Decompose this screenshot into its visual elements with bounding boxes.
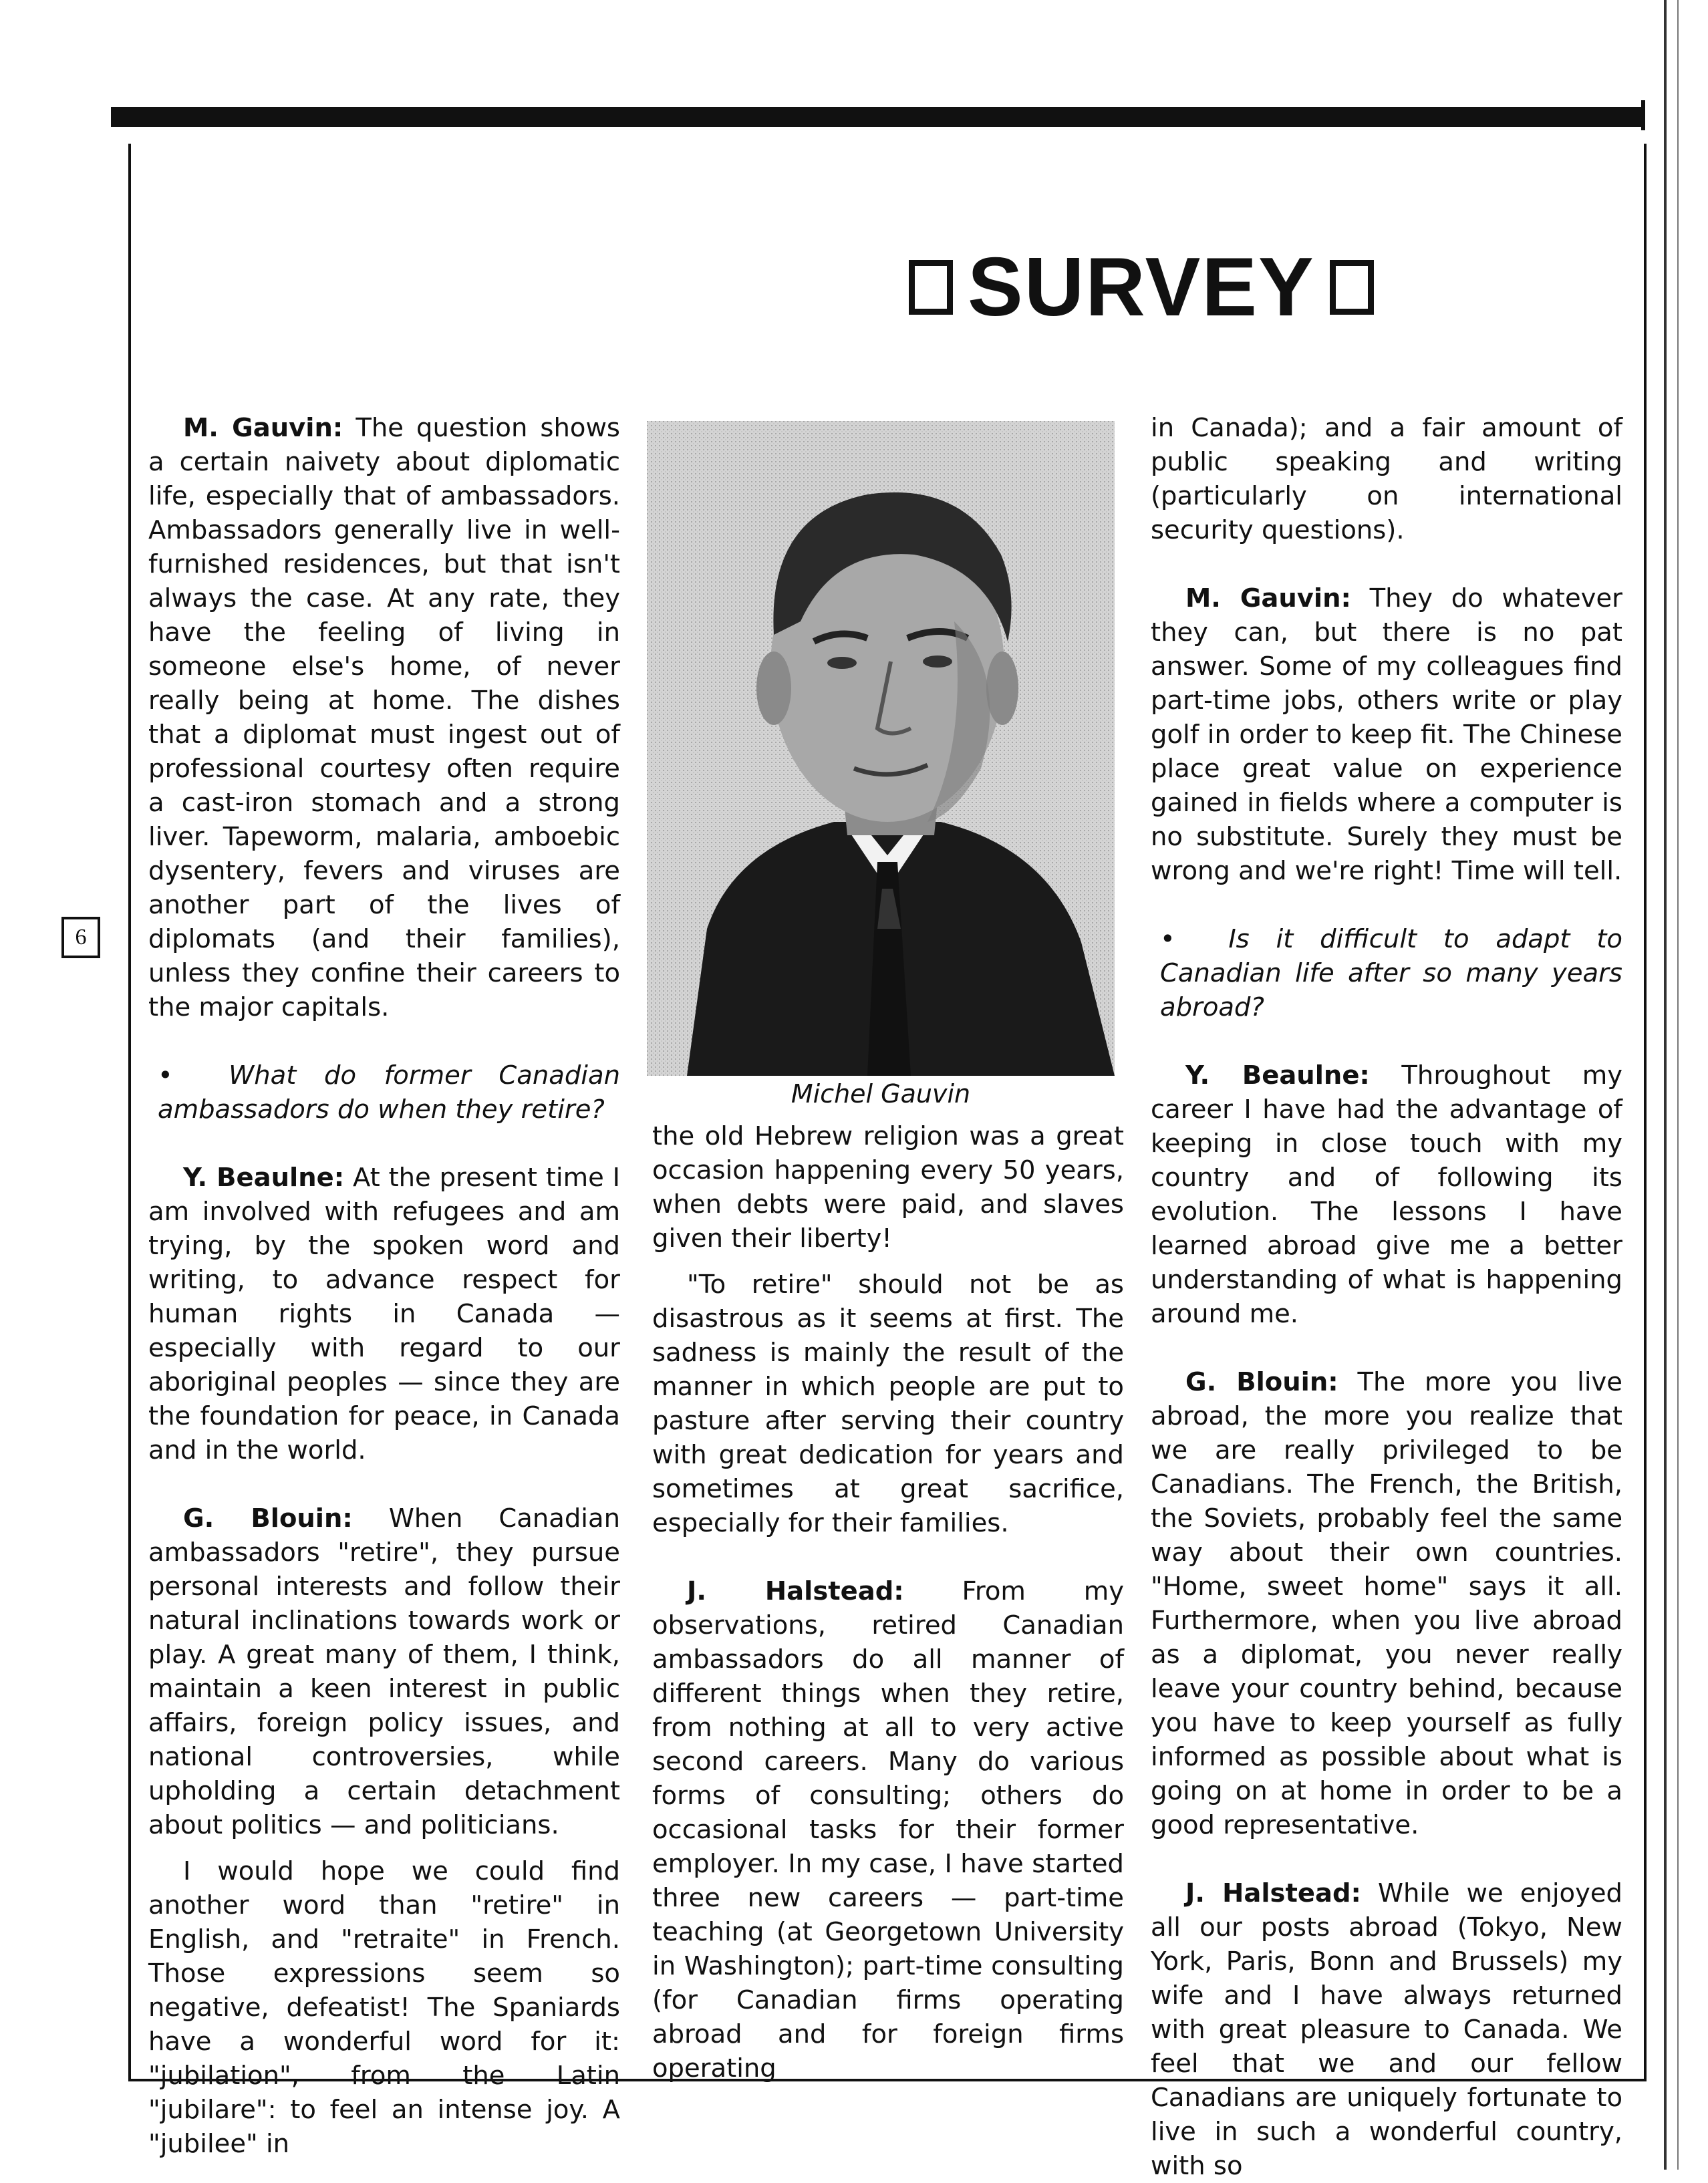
- paragraph-text: The question shows a certain naivety about diplomatic life, especially that of ambassadors. Ambassadors generally live in well-furnished residences, but that isn't always the case. At any rate, they have the feeling of living in someone else's home, of never really being at home. The dishes that a diplomat must ingest out of professional courtesy often require a cast-iron stomach and a strong liver. Tapeworm, malaria, amboebic dysentery, fevers and viruses are another part of the lives of diplomats (and their families), unless they confine their careers to the major capitals.: [148, 413, 620, 1022]
- question-text: Is it difficult to adapt to Canadian life after so many years abroad?: [1160, 924, 1622, 1022]
- speaker-name: Y. Beaulne:: [1185, 1060, 1370, 1090]
- column-2: [652, 1119, 1124, 2085]
- paragraph: [1151, 1365, 1622, 1842]
- spacer: [1151, 1842, 1622, 1876]
- speaker-name: G. Blouin:: [183, 1503, 353, 1534]
- top-rule: [111, 107, 1641, 127]
- section-title-text: SURVEY: [968, 241, 1315, 333]
- speaker-name: J. Halstead:: [1185, 1878, 1361, 1908]
- paragraph-text: The more you live abroad, the more you realize that we are really privileged to be Canadians. The French, the British, the Soviets, probably feel the same way about their own countries. "Home, sweet home" says it all. Furthermore, when you live abroad as a diplomat, you never really leave your country behind, because you have to keep yourself as fully informed as possible about what is going on at home in order to be a good representative.: [1151, 1367, 1622, 1840]
- paragraph-text: From my observations, retired Canadian ambassadors do all manner of different things when they retire, from nothing at all to very active second careers. Many do various forms of consulting; others do occasional tasks for their former employer. In my case, I have started three new careers — part-time teaching (at Georgetown University in Washington); part-time consulting (for Canadian firms operating abroad and for foreign firms operating: [652, 1576, 1124, 2083]
- page-number: 6: [61, 917, 100, 958]
- question: [1151, 922, 1622, 1024]
- paragraph-text: the old Hebrew religion was a great occasion happening every 50 years, when debts were paid, and slaves given their liberty!: [652, 1121, 1124, 1254]
- paragraph: [148, 1854, 620, 2161]
- bullet-icon: •: [158, 1060, 173, 1090]
- paragraph: [148, 1161, 620, 1467]
- paragraph: [1151, 1058, 1622, 1331]
- portrait-photo: [647, 421, 1115, 1076]
- page-edge-inner: [1677, 0, 1679, 2170]
- paragraph-text: in Canada); and a fair amount of public speaking and writing (particularly on international security questions).: [1151, 413, 1622, 545]
- speaker-name: J. Halstead:: [687, 1576, 904, 1606]
- paragraph: [148, 1501, 620, 1842]
- paragraph: [1151, 581, 1622, 888]
- spacer: [1151, 1024, 1622, 1058]
- paragraph: [1151, 411, 1622, 547]
- spacer: [1151, 888, 1622, 922]
- spacer: [1151, 1331, 1622, 1365]
- paragraph-text: They do whatever they can, but there is no pat answer. Some of my colleagues find part-time jobs, others write or play golf in order to keep fit. The Chinese place great value on experience gained in fields where a computer is no substitute. Surely they must be wrong and we're right! Time will tell.: [1151, 583, 1622, 886]
- spacer: [652, 1540, 1124, 1574]
- speaker-name: M. Gauvin:: [183, 413, 343, 443]
- square-outline-icon: [909, 260, 953, 315]
- column-3: [1151, 411, 1622, 2183]
- photo-caption: Michel Gauvin: [791, 1079, 971, 1109]
- paragraph-text: At the present time I am involved with refugees and am trying, by the spoken word and writing, to advance respect for human rights in Canada — especially with regard to our aboriginal peoples — since they are the foundation for peace, in Canada and in the world.: [148, 1163, 620, 1465]
- speaker-name: Y. Beaulne:: [183, 1163, 345, 1193]
- bullet-icon: •: [1160, 924, 1175, 954]
- paragraph-text: When Canadian ambassadors "retire", they pursue personal interests and follow their natural inclinations towards work or play. A great many of them, I think, maintain a keen interest in public affairs, foreign policy issues, and national controversies, while upholding a certain detachment about politics — and politicians.: [148, 1503, 620, 1840]
- paragraph-text: I would hope we could find another word than "retire" in English, and "retraite" in French. Those expressions seem so negative, defeatist! The Spaniards have a wonderful word for it: "jubilation", from the Latin "jubilare": to feel an intense joy. A "jubilee" in: [148, 1856, 620, 2159]
- speaker-name: G. Blouin:: [1185, 1367, 1338, 1397]
- top-rule-tick: [1641, 100, 1645, 130]
- paragraph: [148, 411, 620, 1024]
- spacer: [1151, 547, 1622, 581]
- paragraph: [1151, 1876, 1622, 2183]
- spacer: [148, 1467, 620, 1501]
- spacer: [148, 1127, 620, 1161]
- square-outline-icon: [1330, 260, 1374, 315]
- question: [148, 1058, 620, 1127]
- paragraph-text: Throughout my career I have had the advantage of keeping in close touch with my country and of following its evolution. The lessons I have learned abroad give me a better understanding of what is happening around me.: [1151, 1060, 1622, 1329]
- column-1: [148, 411, 620, 2161]
- paragraph: [652, 1574, 1124, 2085]
- paragraph-text: "To retire" should not be as disastrous as it seems at first. The sadness is mainly the result of the manner in which people are put to pasture after serving their country with great dedication for years and sometimes at great sacrifice, especially for their families.: [652, 1270, 1124, 1538]
- question-text: What do former Canadian ambassadors do when they retire?: [158, 1060, 620, 1125]
- page-edge: [1664, 0, 1667, 2170]
- spacer: [148, 1024, 620, 1058]
- paragraph: [652, 1268, 1124, 1540]
- speaker-name: M. Gauvin:: [1185, 583, 1351, 613]
- paragraph: [652, 1119, 1124, 1256]
- section-title: [909, 241, 1377, 334]
- paragraph-text: While we enjoyed all our posts abroad (Tokyo, New York, Paris, Bonn and Brussels) my wife and I have always returned with great pleasure to Canada. We feel that we and our fellow Canadians are uniquely fortunate to live in such a wonderful country, with so: [1151, 1878, 1622, 2181]
